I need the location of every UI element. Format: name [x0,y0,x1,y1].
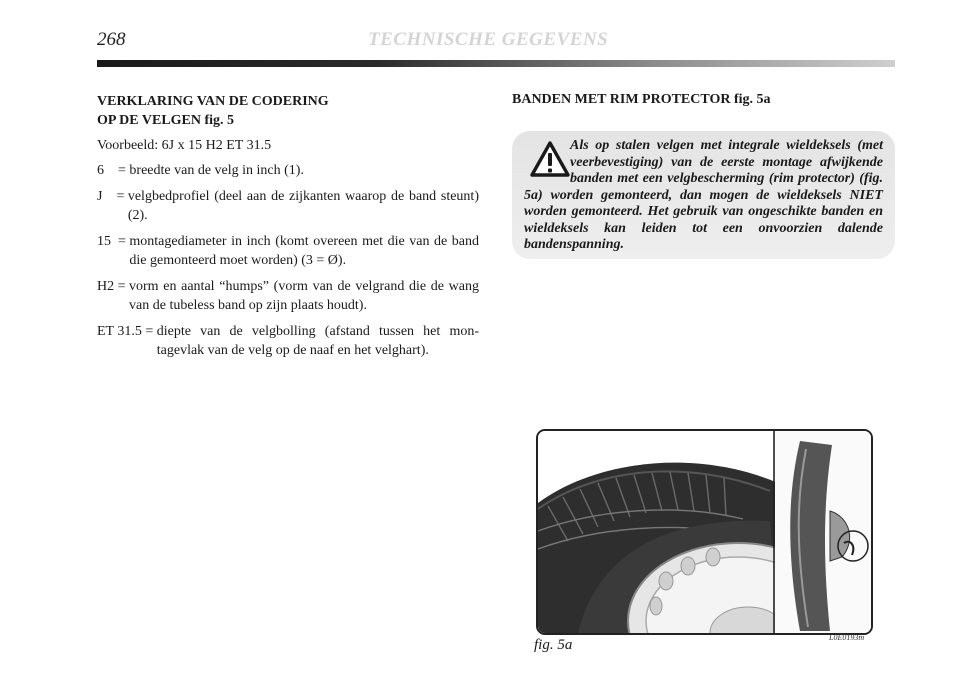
definition-item [97,322,479,360]
definition-term: ET 31.5 = [97,324,157,339]
definition-item [97,187,479,225]
heading-line-2: OP DE VELGEN fig. 5 [97,113,235,128]
definition-desc: diepte van de velgbolling (afstand tussen het mon-tagevlak van de velg op de naaf en het velghart). [156,324,479,358]
definition-term: J = [97,189,128,204]
definition-term: 6 = [97,163,130,178]
example-line: Voorbeeld: 6J x 15 H2 ET 31.5 [97,138,272,153]
tire-rim-protector-illustration [538,431,871,633]
warning-text: Als op stalen velgen met integrale wieldeksels (met veerbevestiging) van de eerste montage afwijkende banden met een velgbescherming (rim protector) (fig. 5a) worden gemonteerd, dan mogen de wieldeksels NIET worden gemonteerd. Het gebruik van ongeschikte banden en wieldeksels kan leiden tot een onvoorzien dalende bandenspanning. [524,138,883,252]
definition-item [97,161,479,180]
left-column [97,92,479,367]
page-number: 268 [97,29,126,50]
figure-code: L0E0193m [829,633,865,642]
figure-frame [536,429,873,635]
figure-caption: fig. 5a [534,637,573,653]
section-title: TECHNISCHE GEGEVENS [368,29,609,50]
definition-item [97,232,479,270]
header-rule [97,60,895,67]
definition-term: H2 = [97,279,130,294]
rim-protector-heading: BANDEN MET RIM PROTECTOR fig. 5a [512,92,771,107]
heading-line-1: VERKLARING VAN DE CODERING [97,94,329,109]
definition-term: 15 = [97,234,130,249]
warning-text-block [524,138,883,254]
definition-item [97,277,479,315]
definition-desc: vorm en aantal “humps” (vorm van de velgrand die de wang van de tubeless band op zijn plaats houdt). [129,279,479,313]
definition-desc: velgbedprofiel (deel aan de zijkanten waarop de band steunt) (2). [127,189,479,223]
definition-desc: breedte van de velg in inch (1). [129,163,304,178]
definition-desc: montagediameter in inch (komt overeen met die van de band die gemonteerd moet worden) (3 = Ø). [129,234,479,268]
codering-heading [97,92,479,130]
warning-triangle-icon [530,141,570,177]
right-column [512,92,896,108]
